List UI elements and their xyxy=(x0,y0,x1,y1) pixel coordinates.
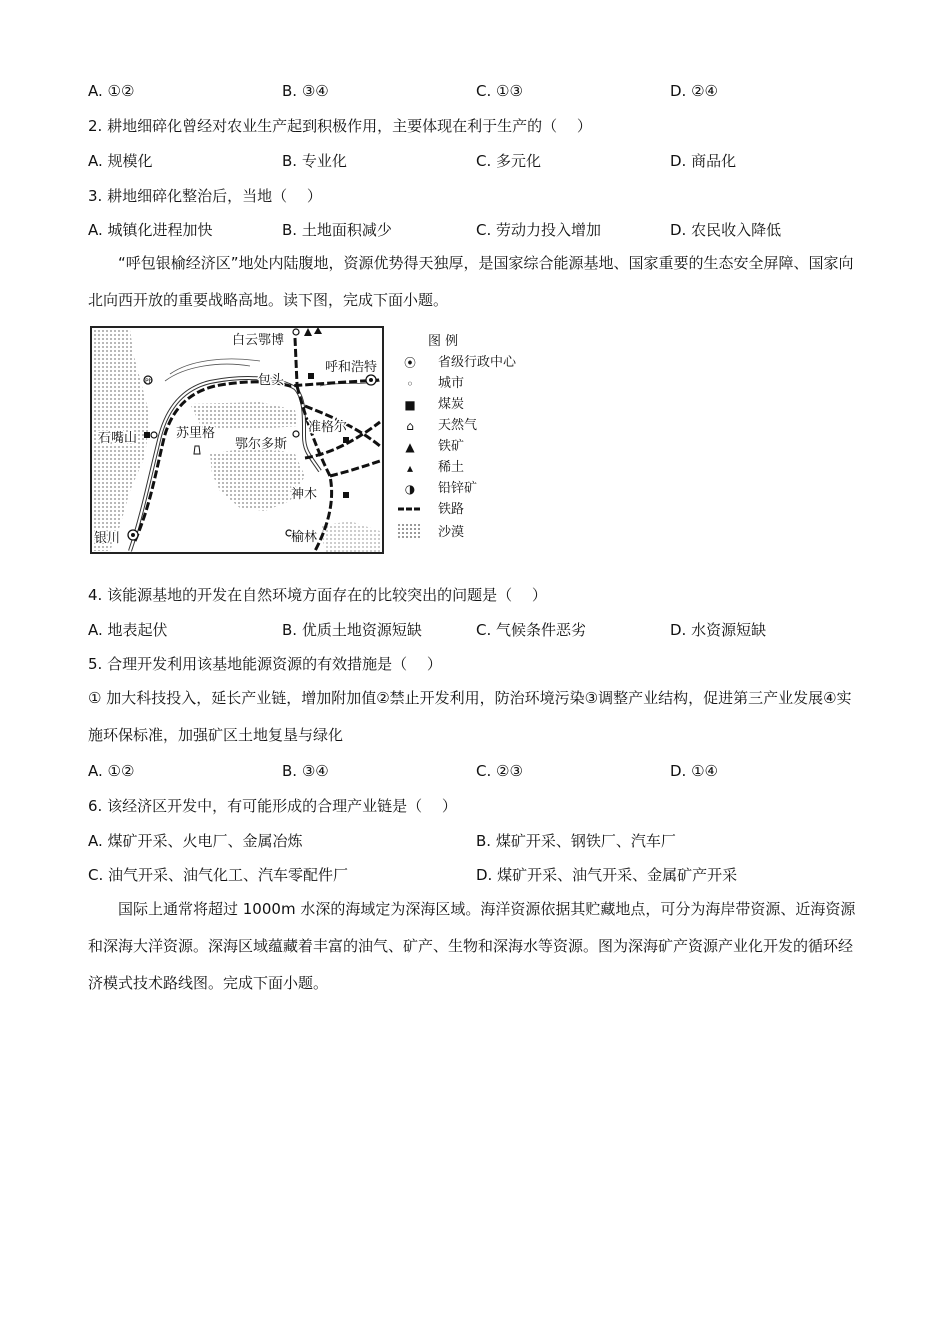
railway-icon xyxy=(398,501,422,519)
city-icon: ◦ xyxy=(406,377,414,391)
label-huhehaote: 呼和浩特 xyxy=(325,359,378,374)
q2-option-d: D. 商品化 xyxy=(670,152,737,170)
q2-stem: 2. 耕地细碎化曾经对农业生产起到积极作用，主要体现在利于生产的（ ） xyxy=(88,117,592,135)
legend-label: 铅锌矿 xyxy=(438,481,478,496)
legend-label: 沙漠 xyxy=(438,525,465,540)
q3-option-b: B. 土地面积减少 xyxy=(282,221,392,239)
q1-option-b: B. ③④ xyxy=(282,82,329,100)
svg-text:Pb: Pb xyxy=(145,378,153,385)
label-shizuishan: 石嘴山 xyxy=(98,430,138,445)
q4-option-c: C. 气候条件恶劣 xyxy=(476,621,587,639)
q6-option-a: A. 煤矿开采、火电厂、金属冶炼 xyxy=(88,832,303,850)
lead-zinc-icon: ◑ xyxy=(404,482,416,496)
q5-statements: ① 加大科技投入，延长产业链，增加附加值②禁止开发利用，防治环境污染③调整产业结构，促进第三产业发展④实施环保标准，加强矿区土地复垦与绿化 xyxy=(88,689,852,744)
legend-label: 城市 xyxy=(438,376,465,391)
provincial-capital-icon: ⦿ xyxy=(403,356,416,370)
q5-stem: 5. 合理开发利用该基地能源资源的有效措施是（ ） xyxy=(88,655,442,673)
map-legend xyxy=(398,330,538,550)
q6-stem: 6. 该经济区开发中，有可能形成的合理产业链是（ ） xyxy=(88,797,457,815)
intro-paragraph-1: “呼包银榆经济区”地处内陆腹地，资源优势得天独厚，是国家综合能源基地、国家重要的生态安全屏障、国家向北向西开放的重要战略高地。读下图，完成下面小题。 xyxy=(88,254,854,309)
legend-label: 天然气 xyxy=(438,418,478,433)
q5-option-c: C. ②③ xyxy=(476,762,523,780)
q5-option-b: B. ③④ xyxy=(282,762,329,780)
label-baiyun: 白云鄂博 xyxy=(232,332,285,347)
label-shenmu: 神木 xyxy=(291,486,318,501)
q6-option-d: D. 煤矿开采、油气开采、金属矿产开采 xyxy=(476,866,738,884)
coal-icon: ■ xyxy=(404,398,416,412)
iron-ore-icon: ▲ xyxy=(405,440,415,454)
q4-option-d: D. 水资源短缺 xyxy=(670,621,767,639)
q2-option-b: B. 专业化 xyxy=(282,152,347,170)
q2-option-a: A. 规模化 xyxy=(88,152,153,170)
q6-option-b: B. 煤矿开采、钢铁厂、汽车厂 xyxy=(476,832,676,850)
q3-option-d: D. 农民收入降低 xyxy=(670,221,782,239)
q1-option-c: C. ①③ xyxy=(476,82,523,100)
legend-title: 图 例 xyxy=(428,334,459,349)
legend-label: 铁路 xyxy=(438,502,465,517)
map-figure xyxy=(90,326,384,554)
q3-option-c: C. 劳动力投入增加 xyxy=(476,221,602,239)
intro-paragraph-2: 国际上通常将超过 1000m 水深的海域定为深海区域。海洋资源依据其贮藏地点，可分为海岸带资源、近海资源和深海大洋资源。深海区域蕴藏着丰富的油气、矿产、生物和深海水等资源。图为深海矿产资源产业化开发的循环经济模式技术路线图。完成下面小题。 xyxy=(88,900,856,992)
label-sulige: 苏里格 xyxy=(176,425,216,440)
natural-gas-icon: ⌂ xyxy=(406,419,414,433)
q1-option-d: D. ②④ xyxy=(670,82,718,100)
label-yinchuan: 银川 xyxy=(94,530,121,545)
rare-earth-icon: ▴ xyxy=(406,461,414,475)
q1-option-a: A. ①② xyxy=(88,82,135,100)
railway-baiyun xyxy=(295,338,297,384)
legend-label: 稀土 xyxy=(438,460,465,475)
legend-label: 省级行政中心 xyxy=(438,355,517,370)
q3-option-a: A. 城镇化进程加快 xyxy=(88,221,213,239)
legend-label: 煤炭 xyxy=(438,397,465,412)
q5-option-a: A. ①② xyxy=(88,762,135,780)
desert-icon xyxy=(398,524,422,545)
q6-option-c: C. 油气开采、油气化工、汽车零配件厂 xyxy=(88,866,349,884)
legend-label: 铁矿 xyxy=(438,439,465,454)
q5-option-d: D. ①④ xyxy=(670,762,718,780)
q4-option-a: A. 地表起伏 xyxy=(88,621,168,639)
q4-option-b: B. 优质土地资源短缺 xyxy=(282,621,422,639)
label-zhungeer: 准格尔 xyxy=(308,419,348,434)
q3-stem: 3. 耕地细碎化整治后，当地（ ） xyxy=(88,187,322,205)
label-eerduosi: 鄂尔多斯 xyxy=(235,436,288,451)
q2-option-c: C. 多元化 xyxy=(476,152,542,170)
q4-stem: 4. 该能源基地的开发在自然环境方面存在的比较突出的问题是（ ） xyxy=(88,586,547,604)
label-baotou: 包头 xyxy=(258,372,285,387)
label-yulin: 榆林 xyxy=(291,529,318,544)
